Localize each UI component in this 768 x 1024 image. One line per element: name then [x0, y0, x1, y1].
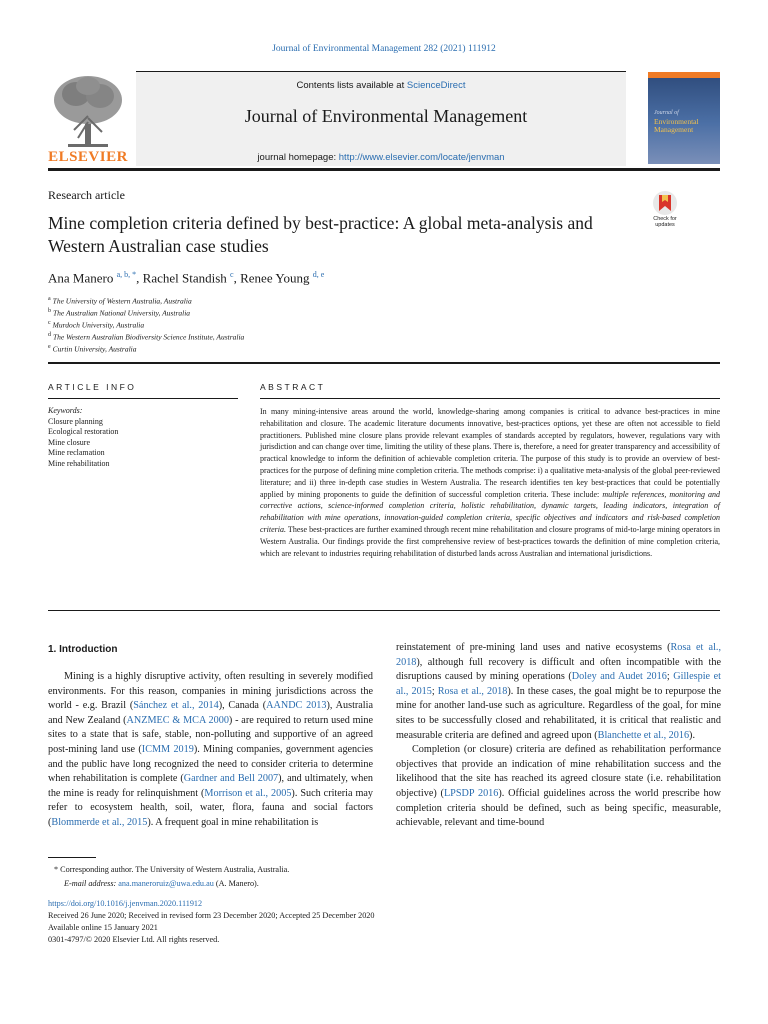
section-divider [48, 362, 720, 364]
author-name[interactable]: Renee Young [240, 270, 310, 286]
citation-link[interactable]: Gardner and Bell 2007 [183, 773, 279, 785]
cover-title: Environmental Management [654, 117, 699, 134]
homepage-line [136, 152, 626, 163]
paragraph-text: ), Canada ( [218, 700, 267, 712]
contents-line [136, 80, 626, 91]
available-online: Available online 15 January 2021 [48, 923, 158, 932]
keyword: Mine closure [48, 437, 90, 447]
keyword: Mine reclamation [48, 448, 105, 457]
author-name[interactable]: Rachel Standish [142, 270, 227, 286]
paragraph [48, 670, 373, 831]
author-name[interactable]: Ana Manero [48, 270, 114, 286]
publisher-name: ELSEVIER [48, 149, 128, 165]
header-rule [48, 168, 720, 171]
affiliation: $^d$ The Western Australian Biodiversity Science Institute, Australia [48, 332, 245, 342]
journal-title: Journal of Environmental Management [244, 106, 528, 126]
section-heading-introduction: 1. Introduction [48, 644, 118, 655]
citation-link[interactable]: ICMM 2019 [141, 743, 194, 755]
citation-link[interactable]: Gillespie et al., 2015 [396, 671, 721, 697]
paragraph-text: Completion (or closure) criteria are defined as rehabilitation performance objectives that provide an indication of mine rehabilitation success and the likelihood that the site has reached its agreed closure state (i.e. rehabilitation objective) ( [396, 744, 721, 799]
affiliation: $^b$ The Australian National University, Australia [48, 308, 191, 318]
paragraph-text: ). [689, 729, 695, 741]
author-affil-sup[interactable]: d, e [312, 270, 325, 279]
author-list: Ana Manero $^{a, b, *}$, Rachel Standish $^c$, Renee Young $^{d, e}$ [48, 270, 325, 286]
citation-link[interactable]: Sánchez et al., 2014 [133, 700, 219, 712]
paragraph-text: ). A frequent goal in mine rehabilitation is [147, 816, 319, 828]
paragraph-text: ; [431, 685, 438, 697]
tree-icon [48, 72, 128, 150]
copyright: 0301-4797/© 2020 Elsevier Ltd. All rights reserved. [48, 935, 220, 944]
article-info-heading: ARTICLE INFO [48, 382, 137, 392]
citation-link[interactable]: Morrison et al., 2005 [204, 787, 292, 799]
body-column-left [48, 670, 373, 831]
paragraph-text: ; [666, 671, 674, 683]
citation-link[interactable]: Rosa et al., 2018 [437, 685, 508, 697]
footnote-rule [48, 857, 96, 858]
paragraph-text: ). Official guidelines across the world prescribe how completion criteria should be defined, such as being specific, measurable, achievable, relevant and time-bound [396, 787, 721, 829]
keyword: Mine rehabilitation [48, 458, 110, 468]
homepage-link[interactable]: http://www.elsevier.com/locate/jenvman [338, 152, 505, 163]
email-suffix: (A. Manero). [213, 879, 259, 888]
bookmark-icon [645, 190, 685, 216]
paragraph [396, 641, 721, 743]
abstract-text [260, 406, 720, 559]
paragraph-text: ). In these cases, the goal might be to repurpose the mine for another land-use such as agriculture. Regardless of the goal, for mine sites to be successfully closed and rehabilitated, it is critical that realistic and measurable criteria are defined and agreed upon ( [396, 685, 721, 741]
author-affil-sup[interactable]: a, b, * [116, 270, 137, 279]
citation-link[interactable]: Rosa et al., 2018 [396, 642, 721, 668]
check-updates-label: Check for updates [653, 216, 677, 228]
check-for-updates-button[interactable] [645, 190, 685, 230]
contents-prefix: Contents lists available at [296, 80, 407, 91]
abstract-best-practices: multiple references, monitoring and corrective actions, science-informed completion criteria, holistic rehabilitation, dynamic targets, leading indicators, integration of rehabilitation with mine operations, innovation-guided completion criteria, specific objectives and indicators and risk-based completion criteria. [260, 489, 720, 534]
paragraph-text: reinstatement of pre-mining land uses and native ecosystems ( [396, 642, 671, 653]
paragraph-text: ). Such criteria may refer to ecosystem health, soil, water, flora, fauna and social factors ( [48, 787, 374, 828]
email-link[interactable]: ana.maneroruiz@uwa.edu.au [118, 879, 214, 888]
citation-link[interactable]: ANZMEC & MCA 2000 [126, 714, 229, 726]
cover-subtitle: Journal of [654, 110, 679, 116]
sciencedirect-link[interactable]: ScienceDirect [406, 80, 466, 91]
citation-link[interactable]: AANDC 2013 [266, 700, 327, 712]
paragraph [396, 743, 721, 831]
email-note [64, 878, 259, 890]
body-column-right [396, 641, 721, 831]
article-title: Mine completion criteria defined by best-practice: A global meta-analysis and Western Australian case studies [48, 213, 593, 256]
affiliation: $^a$ The University of Western Australia, Australia [48, 296, 192, 306]
paragraph-text: ), Australia and New Zealand ( [48, 700, 373, 726]
abstract-bottom-rule [48, 610, 720, 611]
affiliation: $^c$ Murdoch University, Australia [48, 320, 145, 330]
cover-accent-bar [648, 72, 720, 78]
paragraph-text: ), although full recovery is difficult and often incompatible with the disruptions caused by mining operations ( [396, 656, 721, 683]
citation-link[interactable]: Blommerde et al., 2015 [51, 816, 148, 828]
abstract-text-b: These best-practices are further examined through recent mine rehabilitation and closure programs of mid-to-large mining operators in Western Australia. Our findings provide the first comprehensive review of best-practices towards the definition of mine completion criteria, which are relevant to industries requiring rehabilitation of disturbed lands across Australian and international jurisdictions. [260, 524, 720, 558]
author-affil-sup[interactable]: c [230, 270, 234, 279]
paragraph-text: ), and ultimately, when the mine is ready for relinquishment ( [48, 773, 373, 799]
email-label: E-mail address: [64, 879, 117, 888]
paragraph-text: ). Mining companies, government agencies and the public have long recognized the need to consider criteria to determine when rehabilitation is complete ( [48, 743, 373, 785]
abstract-heading: ABSTRACT [260, 382, 326, 392]
corresponding-author-note: * Corresponding author. The University of Western Australia, Australia. [54, 865, 290, 874]
keyword: Ecological restoration [48, 427, 119, 436]
keywords-block [48, 406, 238, 469]
article-info-rule [48, 398, 238, 399]
abstract-rule [260, 398, 720, 399]
affiliation: $^e$ Curtin University, Australia [48, 344, 137, 354]
keyword: Closure planning [48, 416, 103, 426]
paragraph-text: ) - are required to return used mine sites to a state that is safe, stable, non-polluting and supportive of an agreed post-mining land use ( [48, 714, 373, 755]
article-type: Research article [48, 188, 125, 202]
journal-cover[interactable] [648, 72, 720, 164]
homepage-label: journal homepage: [257, 152, 339, 163]
journal-reference[interactable]: Journal of Environmental Management 282 (2021) 111912 [272, 44, 496, 54]
doi-link[interactable]: https://doi.org/10.1016/j.jenvman.2020.111912 [48, 899, 203, 908]
received-dates: Received 26 June 2020; Received in revised form 23 December 2020; Accepted 25 December 2020 [48, 911, 375, 920]
citation-link[interactable]: Blanchette et al., 2016 [597, 729, 690, 741]
paragraph-text: Mining is a highly disruptive activity, often resulting in severely modified environments. For this reason, companies in mining jurisdictions across the world - e.g. Brazil ( [48, 671, 373, 712]
citation-link[interactable]: LPSDP 2016 [443, 787, 499, 799]
keywords-label: Keywords: [48, 406, 83, 415]
elsevier-logo [48, 72, 128, 168]
citation-link[interactable]: Doley and Audet 2016 [571, 671, 667, 683]
abstract-text-a: In many mining-intensive areas around the world, knowledge-sharing among companies is critical to advance best-practices in mine rehabilitation and closure. The academic literature documents innovative, best-practices options, yet these are often not accessible to field practitioners. Published mine closure plans provide relevant examples of standards accepted by regulators, however, regulations vary with jurisdiction and can change over time, limiting the utility of these plans. There is, therefore, a need for greater transparency and accessibility of practical knowledge to inform the definition of achievable completion criteria. The purpose of this study is to provide an overview of best-practices for the purpose of defining mine completion criteria. The methods comprise: i) a qualitative meta-analysis of the global peer-reviewed literature; and ii) three in-depth case studies in Western Australia. The research identifies ten key best-practices that could be potentially applied by mining proponents to guide the definition of successful completion criteria. These include: [260, 407, 720, 499]
